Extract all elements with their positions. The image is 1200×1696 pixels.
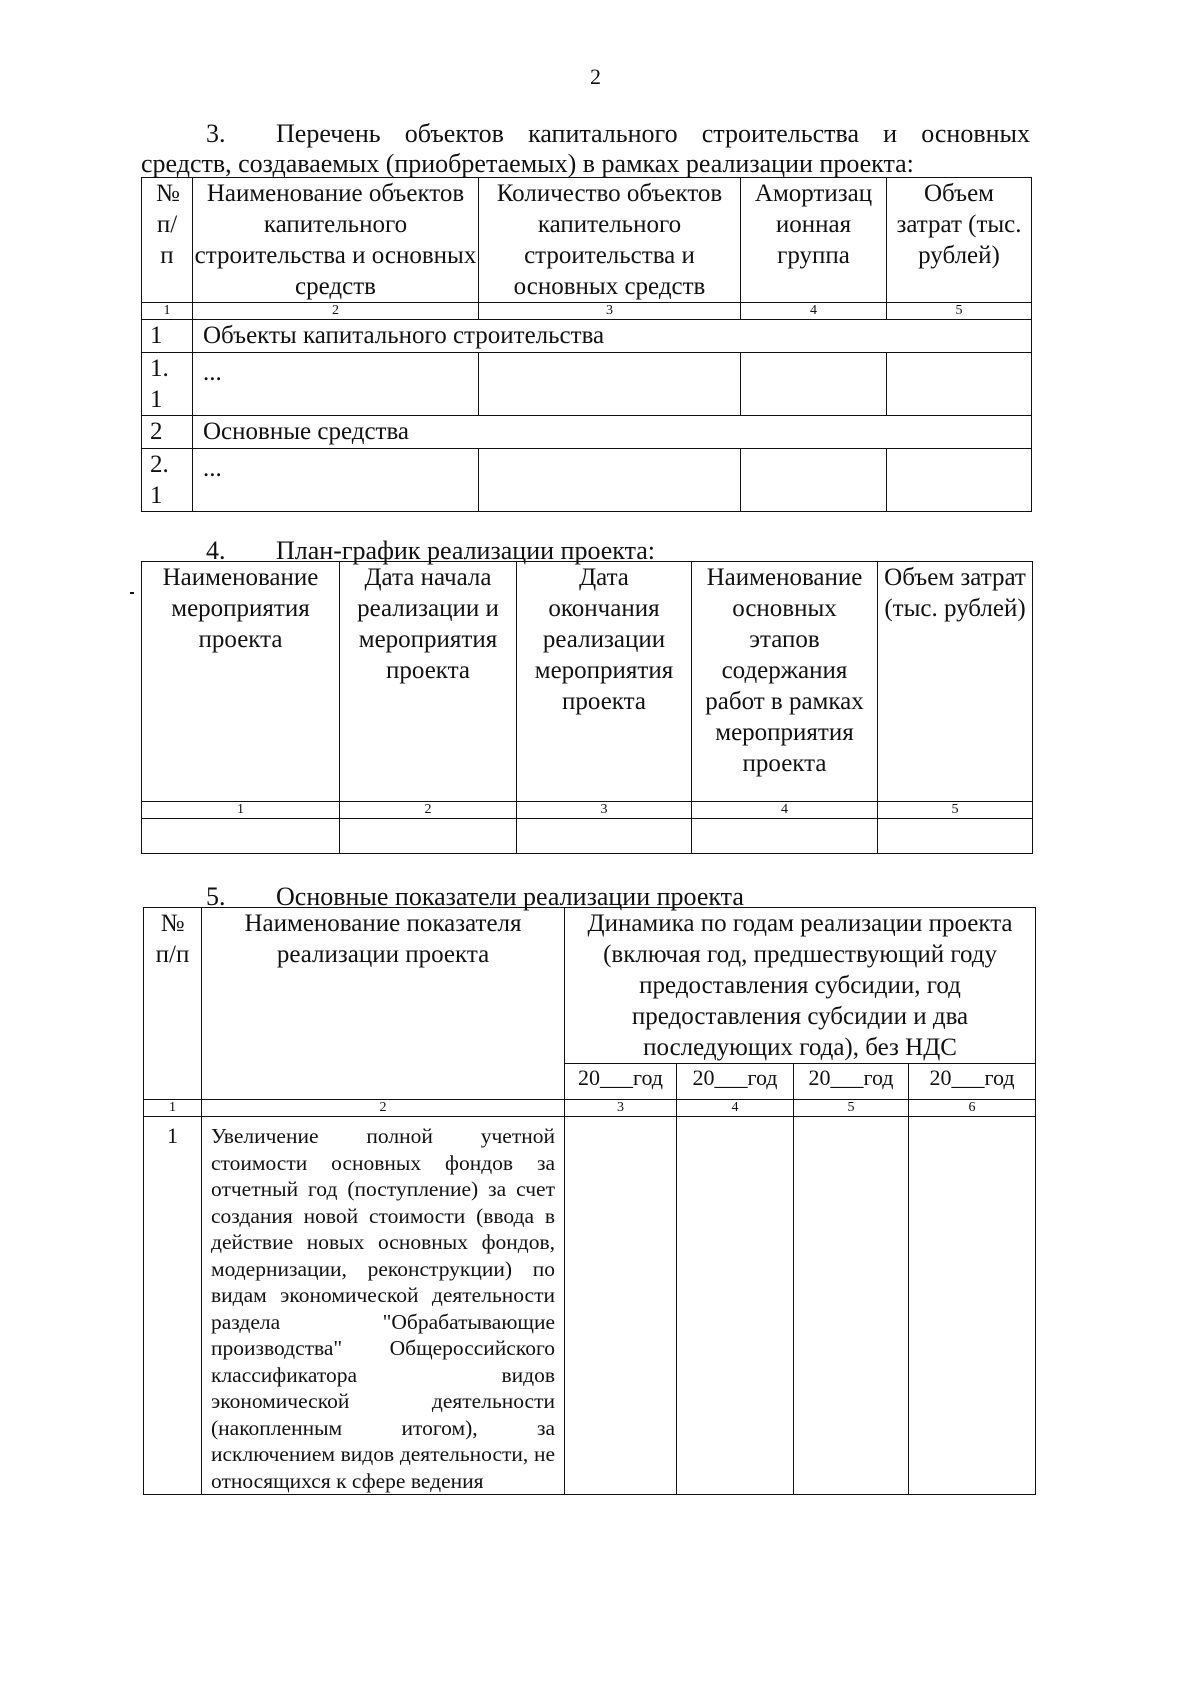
index-cell: 2 xyxy=(340,802,517,819)
indicator-description: Увеличение полной учетной стоимости основных фондов за отчетный год (поступление) за счет создания новой стоимости (ввода в действие новых основных фондов, модернизации, реконструкции) по видам экономической деятельности раздела "Обрабатывающие производства" Общероссийского классификатора видов экономической деятельности (накопленным итогом), за исключением видов деятельности, не относящихся к сфере ведения xyxy=(202,1117,565,1495)
col-header-activity-name: Наименование мероприятия проекта xyxy=(142,562,340,802)
page-number: 2 xyxy=(590,64,601,89)
year-column-header: 20___год xyxy=(909,1064,1036,1100)
index-cell: 1 xyxy=(144,1100,202,1117)
year-column-header: 20___год xyxy=(565,1064,677,1100)
row-object-count xyxy=(479,449,741,512)
index-cell: 5 xyxy=(887,303,1032,320)
index-cell: 2 xyxy=(193,303,479,320)
index-cell: 6 xyxy=(909,1100,1036,1117)
project-schedule-table xyxy=(141,561,1033,854)
year-value-cell xyxy=(565,1117,677,1495)
index-cell: 4 xyxy=(741,303,887,320)
section-3-title-line2: средств, создаваемых (приобретаемых) в рамках реализации проекта: xyxy=(141,149,914,178)
col-header-dynamics: Динамика по годам реализации проекта (включая год, предшествующий году предоставления субсидии, год предоставления субсидии и два последующих года), без НДС xyxy=(565,908,1036,1064)
year-value-cell xyxy=(909,1117,1036,1495)
table-header-row xyxy=(142,562,1033,802)
col-header-cost: Объем затрат (тыс. рублей) xyxy=(878,562,1033,802)
table-row xyxy=(142,320,1032,353)
index-cell: 5 xyxy=(794,1100,909,1117)
empty-cell xyxy=(692,819,878,854)
section-3-title-line1: Перечень объектов капитального строительства и основных xyxy=(276,119,1030,148)
section-3-heading xyxy=(141,119,1030,179)
index-row xyxy=(144,1100,1036,1117)
row-group-title: Объекты капитального строительства xyxy=(193,320,1032,353)
col-header-end-date: Дата окончания реализации мероприятия проекта xyxy=(517,562,692,802)
row-number: 1 xyxy=(142,320,193,353)
table-row xyxy=(142,819,1033,854)
section-4-number: 4. xyxy=(206,536,226,565)
section-3-number: 3. xyxy=(206,119,226,148)
index-cell: 4 xyxy=(677,1100,794,1117)
section-5-number: 5. xyxy=(206,882,226,911)
index-row xyxy=(142,303,1032,320)
year-value-cell xyxy=(794,1117,909,1495)
row-object-name: ... xyxy=(193,449,479,512)
table-row xyxy=(144,1117,1036,1495)
col-header-num: № п/ п xyxy=(142,178,193,303)
row-number: 2 xyxy=(142,416,193,449)
col-header-indicator-name: Наименование показателя реализации проекта xyxy=(202,908,565,1100)
row-depreciation-group xyxy=(741,353,887,416)
col-header-object-count: Количество объектов капительного строительства и основных средств xyxy=(479,178,741,303)
year-column-header: 20___год xyxy=(794,1064,909,1100)
col-header-work-stages: Наименование основных этапов содержания работ в рамках мероприятия проекта xyxy=(692,562,878,802)
row-cost xyxy=(887,353,1032,416)
index-row xyxy=(142,802,1033,819)
col-header-depreciation-group: Амортизац ионная группа xyxy=(741,178,887,303)
table-header-row xyxy=(142,178,1032,303)
row-object-name: ... xyxy=(193,353,479,416)
index-cell: 5 xyxy=(878,802,1033,819)
project-indicators-table xyxy=(143,907,1036,1495)
row-cost xyxy=(887,449,1032,512)
index-cell: 1 xyxy=(142,303,193,320)
year-value-cell xyxy=(677,1117,794,1495)
index-cell: 3 xyxy=(517,802,692,819)
empty-cell xyxy=(340,819,517,854)
empty-cell xyxy=(878,819,1033,854)
col-header-start-date: Дата начала реализации и мероприятия проекта xyxy=(340,562,517,802)
index-cell: 4 xyxy=(692,802,878,819)
index-cell: 1 xyxy=(142,802,340,819)
table-header-row xyxy=(144,908,1036,1064)
row-number: 2. 1 xyxy=(142,449,193,512)
row-number: 1. 1 xyxy=(142,353,193,416)
year-column-header: 20___год xyxy=(677,1064,794,1100)
table-row xyxy=(142,353,1032,416)
col-header-object-name: Наименование объектов капительного строительства и основных средств xyxy=(193,178,479,303)
col-header-cost: Объем затрат (тыс. рублей) xyxy=(887,178,1032,303)
empty-cell xyxy=(517,819,692,854)
section-5-title: Основные показатели реализации проекта xyxy=(276,882,744,911)
col-header-num: № п/п xyxy=(144,908,202,1100)
row-group-title: Основные средства xyxy=(193,416,1032,449)
row-depreciation-group xyxy=(741,449,887,512)
margin-tick xyxy=(130,592,134,594)
row-object-count xyxy=(479,353,741,416)
section-4-title: План-график реализации проекта: xyxy=(276,536,656,565)
table-row xyxy=(142,449,1032,512)
index-cell: 3 xyxy=(479,303,741,320)
empty-cell xyxy=(142,819,340,854)
section-3-heading-line1 xyxy=(152,119,1030,149)
index-cell: 2 xyxy=(202,1100,565,1117)
capital-objects-table xyxy=(141,177,1032,512)
row-number: 1 xyxy=(144,1117,202,1495)
index-cell: 3 xyxy=(565,1100,677,1117)
table-row xyxy=(142,416,1032,449)
